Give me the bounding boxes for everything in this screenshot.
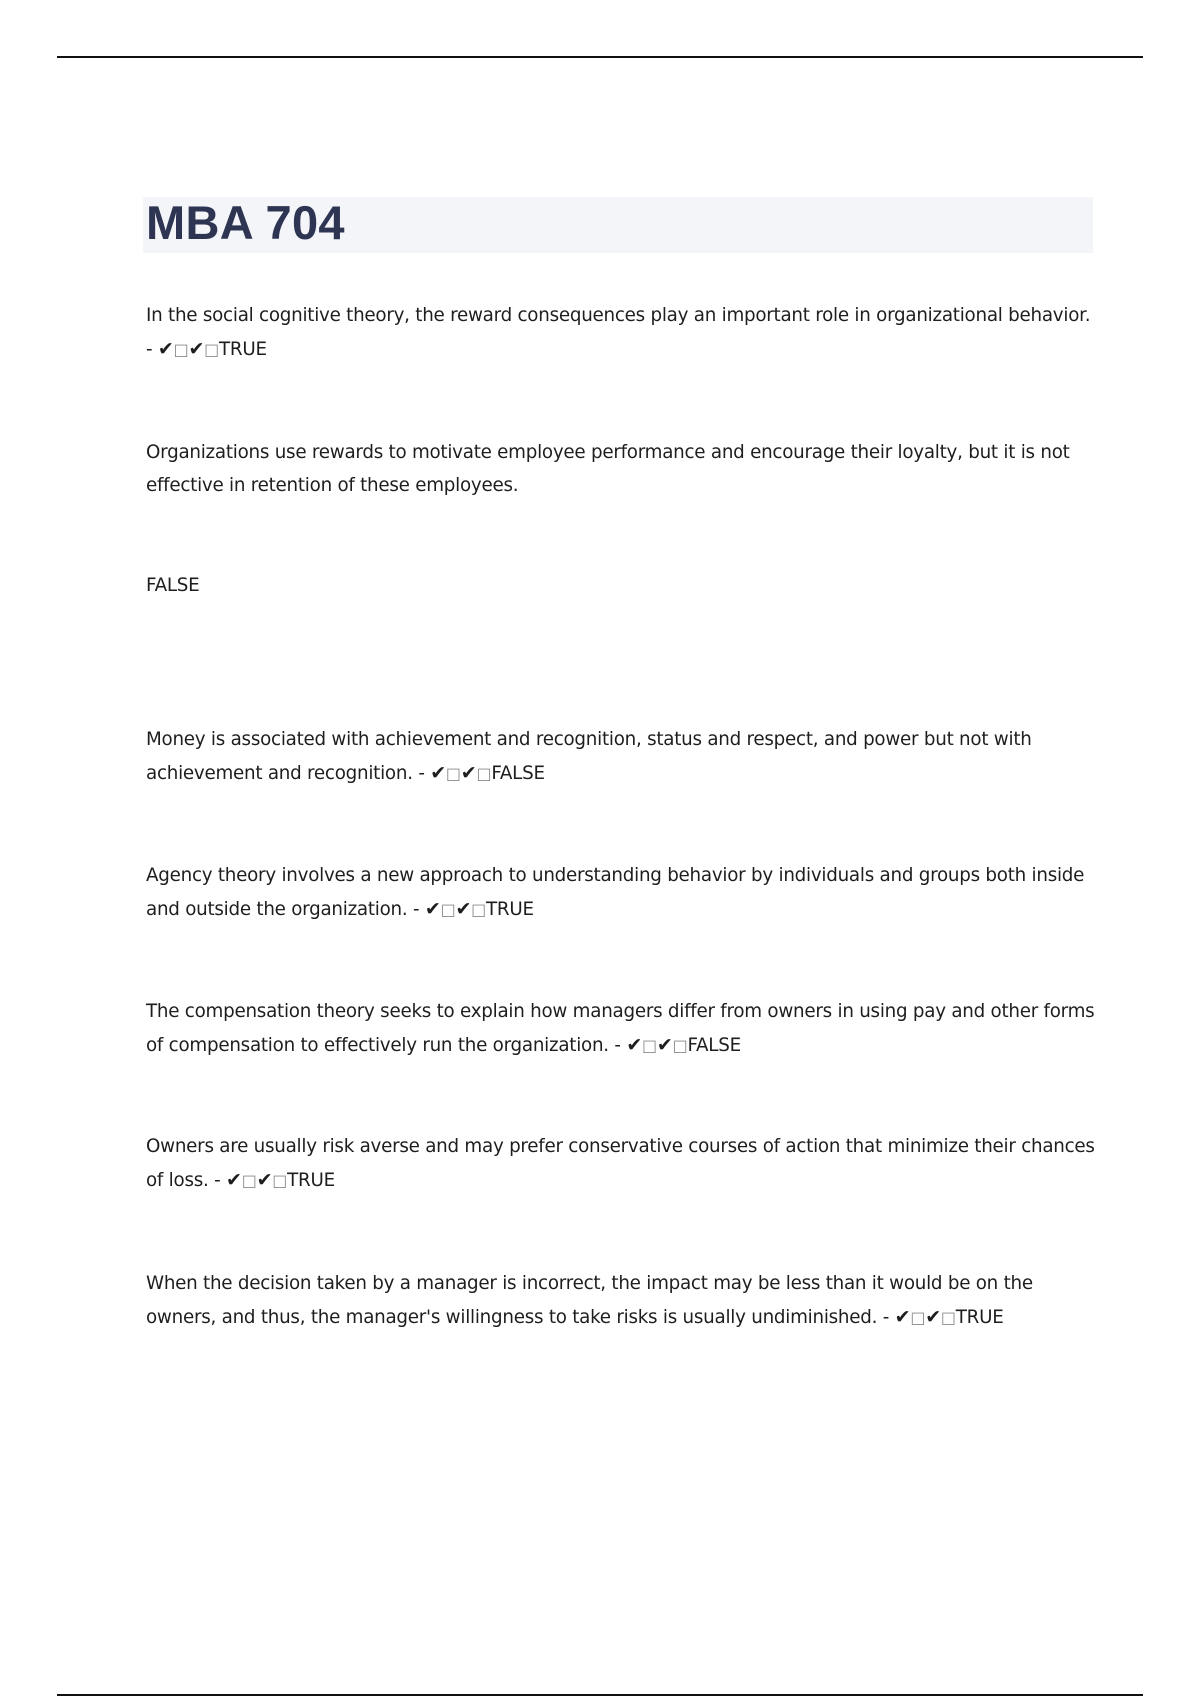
answer-marker [425,899,534,920]
question-text: Owners are usually risk averse and may prefer conservative courses of action that minimize their chances of loss. - [146,1136,1095,1191]
answer-text: TRUE [287,1169,335,1191]
answer-marker [226,1170,335,1191]
qa-item-6 [146,1131,1096,1197]
box-icon: □ [672,1035,688,1055]
qa-item-2 [146,437,1096,502]
box-icon: □ [241,1170,257,1190]
check-icon: ✔ [455,897,472,920]
answer-text: FALSE [491,762,545,784]
check-icon: ✔ [256,1168,273,1191]
question-text: Agency theory involves a new approach to understanding behavior by individuals and groups both inside and outside the organization. - [146,865,1085,920]
question-text: When the decision taken by a manager is incorrect, the impact may be less than it would be on the owners, and thus, the manager's willingness to take risks is usually undiminished. - [146,1273,1033,1328]
check-icon: ✔ [430,761,446,784]
qa-item-7 [146,1268,1096,1334]
answer-text: FALSE [146,575,200,596]
check-icon: ✔ [656,1033,673,1056]
box-icon: □ [204,339,220,359]
header-rule [57,56,1143,58]
box-icon: □ [476,763,492,783]
qa-item-3 [146,724,1096,790]
answer-text: TRUE [219,338,267,360]
answer-text: TRUE [955,1306,1004,1328]
question-text: Organizations use rewards to motivate employee performance and encourage their loyalty, but it is not effective in retention of these employees. [146,442,1070,496]
box-icon: □ [440,899,456,919]
box-icon: □ [445,763,461,783]
answer-text: FALSE [687,1034,741,1056]
check-icon: ✔ [188,337,205,360]
footer-rule [57,1694,1143,1696]
qa-item-5 [146,996,1096,1062]
qa-item-2-answer [146,570,1096,603]
question-text: The compensation theory seeks to explain how managers differ from owners in using pay and other forms of compensation to effectively run the organization. - [146,1001,1095,1056]
check-icon: ✔ [157,337,174,360]
answer-marker [626,1035,741,1056]
box-icon: □ [272,1170,288,1190]
answer-marker [895,1307,1004,1328]
question-text: In the social cognitive theory, the reward consequences play an important role in organizational behavior. - [146,305,1091,360]
box-icon: □ [173,339,189,359]
check-icon: ✔ [226,1168,242,1191]
answer-text: TRUE [486,898,534,920]
qa-item-4 [146,860,1096,926]
check-icon: ✔ [925,1305,941,1328]
box-icon: □ [471,899,487,919]
document-title: MBA 704 [146,196,345,249]
answer-marker [430,763,545,784]
check-icon: ✔ [626,1033,643,1056]
check-icon: ✔ [424,897,441,920]
answer-marker [158,339,267,360]
box-icon: □ [642,1035,657,1055]
box-icon: □ [910,1307,926,1327]
qa-item-1 [146,300,1096,366]
check-icon: ✔ [894,1305,911,1328]
box-icon: □ [940,1307,956,1327]
question-text: Money is associated with achievement and recognition, status and respect, and power but not with achievement and recognition. - [146,729,1032,784]
check-icon: ✔ [460,761,477,784]
